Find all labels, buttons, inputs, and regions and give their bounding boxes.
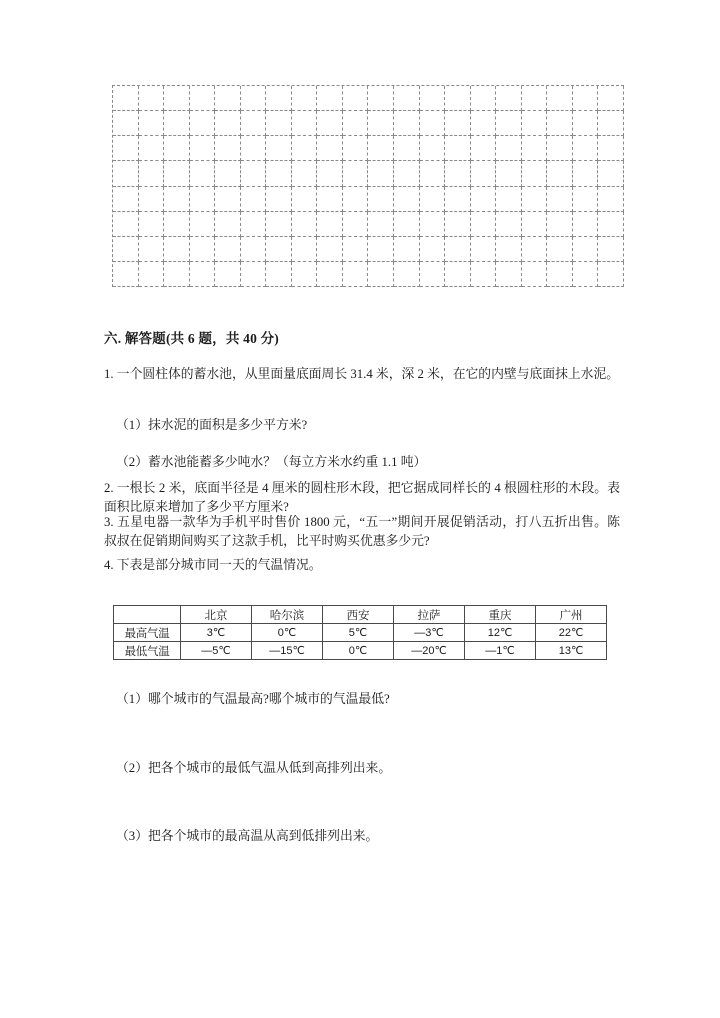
grid-cell xyxy=(522,262,548,287)
table-cell-low-2: 0℃ xyxy=(323,642,394,660)
problem-4-sub-3: （3）把各个城市的最高温从高到低排列出来。 xyxy=(116,829,379,843)
grid-cell xyxy=(598,187,624,212)
grid-cell xyxy=(471,187,497,212)
grid-cell xyxy=(573,262,599,287)
grid-cell xyxy=(573,161,599,186)
grid-cell xyxy=(190,237,216,262)
grid-cell xyxy=(292,237,318,262)
temperature-table xyxy=(113,605,607,660)
grid-cell xyxy=(266,212,292,237)
problem-1-text: 1. 一个圆柱体的蓄水池，从里面量底面周长 31.4 米，深 2 米，在它的内壁与底面抹上水泥。 xyxy=(104,367,620,381)
grid-cell xyxy=(164,111,190,136)
grid-cell xyxy=(164,237,190,262)
answer-work-grid xyxy=(112,85,624,287)
grid-cell xyxy=(445,237,471,262)
table-cell-low-1: —15℃ xyxy=(252,642,323,660)
grid-cell xyxy=(266,86,292,111)
grid-cell xyxy=(496,212,522,237)
grid-cell xyxy=(573,136,599,161)
grid-cell xyxy=(343,212,369,237)
grid-cell xyxy=(317,212,343,237)
grid-cell xyxy=(139,237,165,262)
table-cell-high-0: 3℃ xyxy=(181,624,252,642)
grid-cell xyxy=(292,86,318,111)
problem-1-sub-1: （1）抹水泥的面积是多少平方米? xyxy=(116,418,308,432)
grid-cell xyxy=(317,237,343,262)
grid-cell xyxy=(394,212,420,237)
grid-cell xyxy=(547,111,573,136)
table-cell-high-4: 12℃ xyxy=(465,624,536,642)
grid-cell xyxy=(445,161,471,186)
grid-cell xyxy=(164,187,190,212)
grid-cell xyxy=(368,212,394,237)
grid-cell xyxy=(598,111,624,136)
grid-cell xyxy=(522,212,548,237)
grid-cell xyxy=(113,111,139,136)
grid-cell xyxy=(547,237,573,262)
grid-cell xyxy=(164,212,190,237)
grid-cell xyxy=(343,161,369,186)
grid-cell xyxy=(394,136,420,161)
grid-cell xyxy=(445,111,471,136)
grid-cell xyxy=(113,212,139,237)
grid-cell xyxy=(241,212,267,237)
grid-cell xyxy=(139,212,165,237)
grid-cell xyxy=(394,86,420,111)
grid-cell xyxy=(292,262,318,287)
grid-cell xyxy=(420,136,446,161)
table-col-header-city-1: 哈尔滨 xyxy=(252,606,323,624)
table-row xyxy=(114,642,607,660)
problem-3-text: 3. 五星电器一款华为手机平时售价 1800 元，“五一”期间开展促销活动，打八五折出售。陈叔叔在促销期间购买了这款手机，比平时购买优惠多少元? xyxy=(104,515,620,548)
grid-cell xyxy=(522,237,548,262)
grid-cell xyxy=(266,262,292,287)
grid-cell xyxy=(343,136,369,161)
grid-cell xyxy=(190,86,216,111)
problem-2-text: 2. 一根长 2 米，底面半径是 4 厘米的圆柱形木段，把它据成同样长的 4 根圆柱形的木段。表面积比原来增加了多少平方厘米? xyxy=(104,481,620,514)
grid-cell xyxy=(471,262,497,287)
grid-cell xyxy=(522,111,548,136)
table-col-header-city-2: 西安 xyxy=(323,606,394,624)
grid-cell xyxy=(343,111,369,136)
grid-cell xyxy=(496,86,522,111)
grid-cell xyxy=(496,161,522,186)
grid-cell xyxy=(139,136,165,161)
grid-cell xyxy=(190,161,216,186)
grid-cell xyxy=(522,161,548,186)
grid-cell xyxy=(164,161,190,186)
grid-cell xyxy=(266,136,292,161)
grid-cell xyxy=(445,187,471,212)
grid-cell xyxy=(164,86,190,111)
grid-cell xyxy=(471,86,497,111)
grid-cell xyxy=(241,262,267,287)
problem-4-sub-1: （1）哪个城市的气温最高?哪个城市的气温最低? xyxy=(116,692,390,706)
table-row-label-high: 最高气温 xyxy=(114,624,181,642)
section-heading: 六. 解答题(共 6 题，共 40 分) xyxy=(104,331,279,346)
grid-cell xyxy=(368,111,394,136)
grid-cell xyxy=(215,111,241,136)
grid-cell xyxy=(547,187,573,212)
grid-cell xyxy=(368,161,394,186)
grid-cell xyxy=(420,237,446,262)
grid-cell xyxy=(317,187,343,212)
table-cell-low-4: —1℃ xyxy=(465,642,536,660)
grid-cell xyxy=(598,86,624,111)
grid-cell xyxy=(445,86,471,111)
grid-cell xyxy=(573,111,599,136)
grid-cell xyxy=(215,86,241,111)
grid-cell xyxy=(420,262,446,287)
grid-cell xyxy=(113,86,139,111)
grid-cell xyxy=(343,86,369,111)
grid-cell xyxy=(266,187,292,212)
grid-cell xyxy=(190,212,216,237)
grid-cell xyxy=(139,111,165,136)
grid-cell xyxy=(496,136,522,161)
grid-cell xyxy=(343,237,369,262)
grid-cell xyxy=(113,136,139,161)
table-row xyxy=(114,624,607,642)
grid-cell xyxy=(598,262,624,287)
grid-cell xyxy=(598,161,624,186)
grid-cell xyxy=(420,86,446,111)
grid-cell xyxy=(215,161,241,186)
table-col-header-city-0: 北京 xyxy=(181,606,252,624)
grid-cell xyxy=(190,111,216,136)
grid-cell xyxy=(573,86,599,111)
table-header-row xyxy=(114,606,607,624)
grid-cell xyxy=(164,262,190,287)
grid-cell xyxy=(317,262,343,287)
problem-4-text: 4. 下表是部分城市同一天的气温情况。 xyxy=(104,558,322,572)
grid-cell xyxy=(573,187,599,212)
table-cell-low-5: 13℃ xyxy=(536,642,607,660)
grid-cell xyxy=(368,262,394,287)
grid-cell xyxy=(317,111,343,136)
grid-cell xyxy=(420,161,446,186)
grid-cell xyxy=(522,86,548,111)
grid-cell xyxy=(445,262,471,287)
grid-cell xyxy=(496,187,522,212)
table-cell-low-3: —20℃ xyxy=(394,642,465,660)
table-cell-high-3: —3℃ xyxy=(394,624,465,642)
grid-cell xyxy=(190,262,216,287)
grid-cell xyxy=(598,237,624,262)
grid-cell xyxy=(394,262,420,287)
grid-cell xyxy=(292,111,318,136)
grid-cell xyxy=(471,161,497,186)
grid-cell xyxy=(547,86,573,111)
grid-cell xyxy=(547,161,573,186)
grid-cell xyxy=(113,187,139,212)
grid-cell xyxy=(394,111,420,136)
table-row-label-low: 最低气温 xyxy=(114,642,181,660)
grid-cell xyxy=(445,136,471,161)
grid-cell xyxy=(215,187,241,212)
grid-cell xyxy=(317,86,343,111)
grid-cell xyxy=(215,136,241,161)
grid-cell xyxy=(420,212,446,237)
grid-cell xyxy=(368,86,394,111)
grid-cell xyxy=(266,161,292,186)
grid-cell xyxy=(445,212,471,237)
grid-cell xyxy=(215,262,241,287)
grid-cell xyxy=(471,111,497,136)
grid-cell xyxy=(368,187,394,212)
table-col-header-city-5: 广州 xyxy=(536,606,607,624)
grid-cell xyxy=(215,212,241,237)
grid-cell xyxy=(368,136,394,161)
grid-cell xyxy=(113,161,139,186)
grid-cell xyxy=(266,111,292,136)
grid-cell xyxy=(113,262,139,287)
table-corner-cell xyxy=(114,606,181,624)
grid-cell xyxy=(471,136,497,161)
grid-cell xyxy=(292,212,318,237)
grid-cell xyxy=(496,237,522,262)
table-cell-low-0: —5℃ xyxy=(181,642,252,660)
grid-cell xyxy=(139,86,165,111)
grid-cell xyxy=(241,136,267,161)
grid-cell xyxy=(598,212,624,237)
grid-cell xyxy=(139,262,165,287)
grid-cell xyxy=(343,187,369,212)
table-cell-high-2: 5℃ xyxy=(323,624,394,642)
grid-cell xyxy=(420,187,446,212)
grid-cell xyxy=(113,237,139,262)
grid-cell xyxy=(420,111,446,136)
grid-cell xyxy=(471,237,497,262)
grid-cell xyxy=(215,237,241,262)
grid-cell xyxy=(241,161,267,186)
grid-cell xyxy=(547,212,573,237)
grid-cell xyxy=(292,136,318,161)
grid-cell xyxy=(317,161,343,186)
grid-cell xyxy=(547,136,573,161)
table-col-header-city-3: 拉萨 xyxy=(394,606,465,624)
grid-cell xyxy=(573,212,599,237)
problem-1-sub-2: （2）蓄水池能蓄多少吨水？（每立方米水约重 1.1 吨） xyxy=(116,455,427,469)
grid-cell xyxy=(343,262,369,287)
grid-cell xyxy=(496,111,522,136)
grid-cell xyxy=(241,237,267,262)
grid-cell xyxy=(139,161,165,186)
grid-cell xyxy=(394,187,420,212)
grid-cell xyxy=(394,237,420,262)
grid-cell xyxy=(368,237,394,262)
grid-cell xyxy=(471,212,497,237)
grid-cell xyxy=(292,161,318,186)
grid-cell xyxy=(317,136,343,161)
grid-cell xyxy=(266,237,292,262)
grid-cell xyxy=(394,161,420,186)
problem-4-sub-2: （2）把各个城市的最低气温从低到高排列出来。 xyxy=(116,761,392,775)
grid-cell xyxy=(241,111,267,136)
grid-cell xyxy=(241,86,267,111)
grid-cell xyxy=(241,187,267,212)
grid-cell xyxy=(190,136,216,161)
table-cell-high-1: 0℃ xyxy=(252,624,323,642)
grid-cell xyxy=(139,187,165,212)
grid-cell xyxy=(598,136,624,161)
grid-cell xyxy=(522,187,548,212)
grid-cell xyxy=(190,187,216,212)
temperature-table-container xyxy=(113,605,607,660)
table-col-header-city-4: 重庆 xyxy=(465,606,536,624)
grid-cell xyxy=(573,237,599,262)
grid-cell xyxy=(164,136,190,161)
grid-cell xyxy=(496,262,522,287)
grid-cell xyxy=(522,136,548,161)
table-cell-high-5: 22℃ xyxy=(536,624,607,642)
grid-cell xyxy=(292,187,318,212)
grid-cell xyxy=(547,262,573,287)
